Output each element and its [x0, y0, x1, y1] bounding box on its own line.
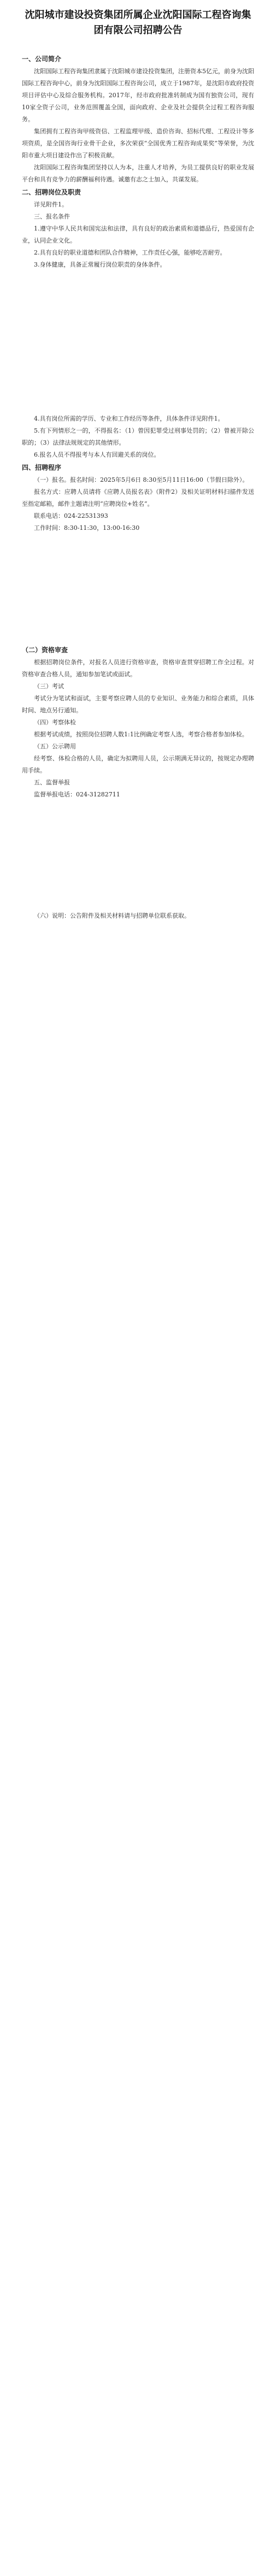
section-heading: 一、公司简介: [22, 55, 62, 63]
paragraph: 经考察、体检合格的人员，确定为拟聘用人员，公示期满无异议的，按规定办理聘用手续。: [22, 755, 254, 774]
paragraph: 沈阳国际工程咨询集团隶属于沈阳城市建设投资集团，注册资本5亿元，前身为沈阳国际工程咨询中心，前身为沈阳国际工程咨询公司，成立于1987年，是沈阳市政府投资项目评估中心及综合服务机构。2017年，经市政府批准转制成为国有独资公司，现有10家全资子公司，业务范围覆盖全国，面向政府、企业及社会提供全过程工程咨询服务。: [22, 68, 254, 123]
paragraph: 监督举报电话：024-31282711: [34, 791, 120, 798]
paragraph: 详见附件1。: [34, 201, 68, 208]
section-heading: 二、招聘岗位及职责: [22, 188, 81, 196]
paragraph: 沈阳国际工程咨询集团坚持以人为本，注重人才培养，为员工提供良好的职业发展平台和具有竞争力的薪酬福利待遇。诚邀有志之士加入，共谋发展。: [22, 164, 254, 183]
paragraph: 1.遵守中华人民共和国宪法和法律，具有良好的政治素质和道德品行，热爱国有企业，认同企业文化。: [22, 225, 254, 244]
section-heading: 四、招聘程序: [22, 464, 62, 471]
paragraph: （一）报名。报名时间：2025年5月6日 8:30至5月11日16:00（节假日除外）。: [34, 476, 249, 483]
paragraph: 报名方式：应聘人员请将《应聘人员报名表》（附件2）及相关证明材料扫描件发送至指定邮箱，邮件主题请注明“应聘岗位+姓名”。: [22, 488, 254, 507]
section-group-1: [22, 52, 254, 271]
section-group-2: [22, 413, 254, 534]
section-group-3: [22, 643, 254, 801]
paragraph: 联系电话：024-22531393: [34, 512, 108, 519]
annex-note: （六）说明：公告附件及相关材料请与招聘单位联系获取。: [34, 912, 190, 919]
paragraph: 三、报名条件: [34, 213, 70, 220]
paragraph: 4.具有岗位所需的学历、专业和工作经历等条件，具体条件详见附件1。: [34, 415, 224, 422]
paragraph: 集团拥有工程咨询甲级资信、工程监理甲级、造价咨询、招标代理、工程设计等多项资质，是全国咨询行业骨干企业，多次荣获“全国优秀工程咨询成果奖”等荣誉，为沈阳市重大项目建设作出了积极贡献。: [22, 128, 254, 159]
section-heading: （二）资格审查: [22, 646, 68, 654]
paragraph: 考试分为笔试和面试，主要考察应聘人员的专业知识、业务能力和综合素质，具体时间、地点另行通知。: [22, 695, 254, 714]
paragraph: 根据招聘岗位条件，对报名人员进行资格审查，资格审查贯穿招聘工作全过程。对资格审查合格人员，通知参加笔试或面试。: [22, 659, 254, 678]
paragraph: 6.报名人员不得报考与本人有回避关系的岗位。: [34, 451, 160, 458]
spacer: [22, 271, 254, 413]
paragraph: 5.有下列情形之一的，不得报名：（1）曾因犯罪受过刑事处罚的；（2）曾被开除公职的；（3）法律法规规定的其他情形。: [22, 427, 254, 446]
paragraph: 五、监督举报: [34, 779, 70, 786]
paragraph: （三）考试: [34, 683, 64, 690]
spacer: [22, 534, 254, 643]
page-title: 沈阳城市建设投资集团所属企业沈阳国际工程咨询集团有限公司招聘公告: [25, 9, 251, 36]
paragraph: 根据考试成绩，按照岗位招聘人数1:1比例确定考察人选，考察合格者参加体检。: [34, 731, 248, 738]
paragraph: （四）考察体检: [34, 719, 76, 726]
spacer: [22, 801, 254, 910]
paragraph: 工作时间：8:30-11:30，13:00-16:30: [34, 524, 140, 531]
paragraph: （五）公示聘用: [34, 743, 76, 750]
paragraph: 3.身体健康，具备正常履行岗位职责的身体条件。: [34, 261, 166, 268]
paragraph: 2.具有良好的职业道德和团队合作精神，工作责任心强，能够吃苦耐劳。: [34, 249, 226, 256]
